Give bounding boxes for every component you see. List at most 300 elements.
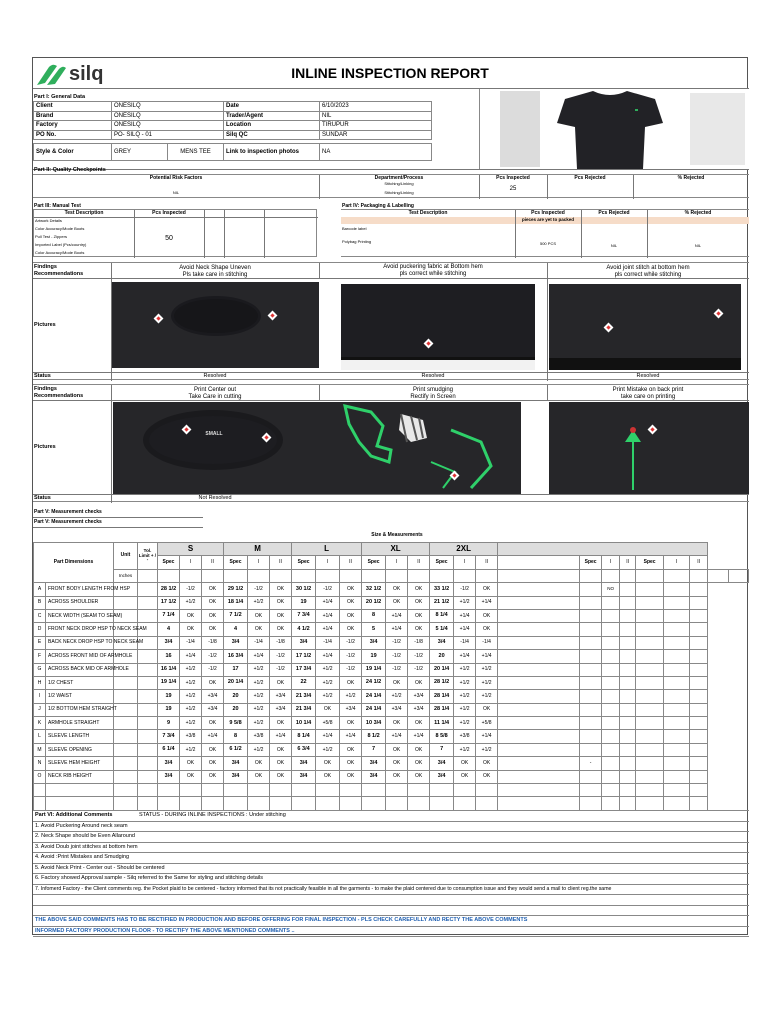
tol-cell <box>138 650 158 663</box>
table-row <box>33 884 749 895</box>
col-header: % Rejected <box>684 210 712 216</box>
extra-cell <box>636 609 664 622</box>
table-row <box>33 863 749 874</box>
check-value: OK <box>248 757 270 770</box>
measurement-row <box>34 690 749 703</box>
tol-cell <box>138 596 158 609</box>
table-row <box>33 926 749 937</box>
check-value: OK <box>408 676 430 689</box>
spec-header: Spec <box>362 556 386 569</box>
value: NIL <box>320 111 432 121</box>
check-value: OK <box>270 770 292 783</box>
check-value: OK <box>408 757 430 770</box>
unit-cell <box>114 770 138 783</box>
extra-cell <box>580 623 602 636</box>
extra-cell <box>580 609 602 622</box>
extra-cell <box>636 690 664 703</box>
tol-cell <box>138 770 158 783</box>
check-value: OK <box>270 717 292 730</box>
manual-test-table <box>33 209 317 257</box>
check-value: +1/2 <box>248 717 270 730</box>
extra-cell <box>580 743 602 756</box>
extra-cell <box>602 623 620 636</box>
dimension-name: SLEEVE HEM HEIGHT <box>46 757 114 770</box>
tol-cell <box>138 730 158 743</box>
comment-item: 6. Factory showed Approval sample - Silq referred to the Same for styling and stitching details <box>33 874 749 885</box>
spec-value: 3/4 <box>430 757 454 770</box>
dimension-name: FRONT BODY LENGTH FROM HSP <box>46 583 114 596</box>
extra-cell <box>690 770 708 783</box>
extra-cell <box>690 757 708 770</box>
check-value: OK <box>270 676 292 689</box>
measurement-row <box>34 636 749 649</box>
check-value: OK <box>202 770 224 783</box>
extra-cell <box>602 690 620 703</box>
measurement-row <box>34 717 749 730</box>
comments-status: STATUS - DURING INLINE INSPECTIONS : Under stitching <box>137 811 749 822</box>
finding-photo-back-print <box>549 402 749 494</box>
finding-photo-print-smudge <box>331 402 521 494</box>
extra-cell <box>636 583 664 596</box>
ii-header: II <box>690 556 708 569</box>
spec-value: 9 <box>158 717 180 730</box>
spec-value: 7 3/4 <box>158 730 180 743</box>
test-item: Pull Test - Zippers <box>35 234 67 239</box>
extra-cell <box>664 583 690 596</box>
check-value: OK <box>340 583 362 596</box>
spec-value: 10 1/4 <box>292 717 316 730</box>
row-key: F <box>34 650 46 663</box>
spec-value: 28 1/4 <box>430 690 454 703</box>
size-measurements-title: Size & Measurements <box>371 532 423 538</box>
comment-item: 4. Avoid :Print Mistakes and Smudging <box>33 853 749 864</box>
spec-value: 17 1/2 <box>292 650 316 663</box>
check-value: +1/2 <box>476 663 498 676</box>
check-value: OK <box>476 757 498 770</box>
ii-header: II <box>340 556 362 569</box>
extra-cell <box>602 596 620 609</box>
extra-cell <box>636 663 664 676</box>
recommendation-text: Pls take care in stitching <box>182 272 248 278</box>
tol-cell <box>138 717 158 730</box>
extra-cell <box>636 596 664 609</box>
extra-cell <box>498 770 580 783</box>
extra-cell <box>664 703 690 716</box>
spec-value: 3/4 <box>158 770 180 783</box>
unit-cell <box>114 596 138 609</box>
comment-item: 1. Avoid Puckering Around neck seam <box>33 821 749 832</box>
spec-value: 16 <box>158 650 180 663</box>
blank-row <box>34 797 749 810</box>
extra-cell <box>620 663 636 676</box>
col-header: Pcs Inspected <box>496 175 530 181</box>
spec-value: 28 1/2 <box>158 583 180 596</box>
check-value: OK <box>202 583 224 596</box>
col-header: Pcs Rejected <box>598 210 630 216</box>
check-value: -1/2 <box>270 650 292 663</box>
check-value: +1/4 <box>454 623 476 636</box>
extra-cell <box>636 743 664 756</box>
extra-cell <box>690 730 708 743</box>
table-row <box>33 842 749 853</box>
check-value: +1/2 <box>248 690 270 703</box>
spec-value: 33 1/2 <box>430 583 454 596</box>
table-row <box>34 102 432 112</box>
spec-value: 24 1/4 <box>362 703 386 716</box>
row-key: I <box>34 690 46 703</box>
spec-value: 24 1/2 <box>362 676 386 689</box>
extra-cell <box>602 703 620 716</box>
check-value: -1/2 <box>202 650 224 663</box>
arrow-print <box>549 402 749 494</box>
measurement-row <box>34 770 749 783</box>
check-value: -1/2 <box>340 663 362 676</box>
check-value: OK <box>386 757 408 770</box>
check-value: OK <box>316 703 340 716</box>
check-value: OK <box>248 770 270 783</box>
recommendation-text: Take Care in cutting <box>188 394 242 400</box>
extra-cell <box>690 609 708 622</box>
spec-value: 21 3/4 <box>292 703 316 716</box>
value: ONESILQ <box>112 111 224 121</box>
neck-label-text: SMALL <box>205 431 223 437</box>
check-value: +1/2 <box>248 743 270 756</box>
extra-cell <box>664 650 690 663</box>
measurement-row <box>34 663 749 676</box>
extra-cell <box>690 717 708 730</box>
measurement-row <box>34 730 749 743</box>
check-value: OK <box>180 623 202 636</box>
extra-cell <box>664 596 690 609</box>
i-header: I <box>664 556 690 569</box>
style-value: MENS TEE <box>168 144 224 161</box>
pictures-label: Pictures <box>34 322 56 328</box>
table-row <box>34 144 432 161</box>
table-row <box>33 895 749 906</box>
check-value: OK <box>202 743 224 756</box>
photos-link-value[interactable]: NA <box>320 144 432 161</box>
inspection-report <box>32 57 748 935</box>
check-value: +1/4 <box>180 650 202 663</box>
spec-value: 8 5/8 <box>430 730 454 743</box>
col-header: Department/Process <box>374 175 424 181</box>
unit-cell <box>114 757 138 770</box>
spec-value: 11 1/4 <box>430 717 454 730</box>
status-value: Resolved <box>203 373 227 379</box>
spec-value: 10 3/4 <box>362 717 386 730</box>
extra-cell <box>498 636 580 649</box>
extra-cell <box>690 663 708 676</box>
spec-header: Spec <box>292 556 316 569</box>
check-value: OK <box>476 703 498 716</box>
check-value: OK <box>270 757 292 770</box>
check-value: +1/4 <box>316 609 340 622</box>
extra-cell <box>602 650 620 663</box>
extra-cell <box>498 676 580 689</box>
col-header: Unit <box>114 543 138 570</box>
spec-value: 5 <box>362 623 386 636</box>
spec-value: 32 1/2 <box>362 583 386 596</box>
spec-header: Spec <box>158 556 180 569</box>
ii-header: II <box>202 556 224 569</box>
col-header: Test Description <box>408 210 448 216</box>
check-value: OK <box>386 583 408 596</box>
i-header: I <box>386 556 408 569</box>
spec-value: 5 1/4 <box>430 623 454 636</box>
check-value: +5/8 <box>476 717 498 730</box>
check-value: OK <box>202 757 224 770</box>
check-value: +1/4 <box>202 730 224 743</box>
spec-value: 3/4 <box>292 636 316 649</box>
check-value: OK <box>386 743 408 756</box>
quality-table <box>33 174 749 198</box>
row-key: L <box>34 730 46 743</box>
factory-note: INFORMED FACTORY PRODUCTION FLOOR - TO RECTIFY THE ABOVE MENTIONED COMMENTS .. <box>33 926 749 937</box>
dimension-name: SLEEVE OPENING <box>46 743 114 756</box>
unit-cell <box>114 717 138 730</box>
spec-value: 3/4 <box>362 757 386 770</box>
dimension-name: ACROSS FRONT MID OF ARMHOLE <box>46 650 114 663</box>
label: Location <box>224 121 320 131</box>
extra-cell <box>602 770 620 783</box>
spec-value: 28 1/2 <box>430 676 454 689</box>
check-value: +1/4 <box>270 730 292 743</box>
check-value: OK <box>270 596 292 609</box>
finding-text: Avoid puckering fabric at Bottom hem <box>383 264 483 270</box>
spec-value: 20 <box>224 690 248 703</box>
check-value: +1/2 <box>386 690 408 703</box>
i-header: I <box>316 556 340 569</box>
recommendation-text: take care on printing <box>620 394 676 400</box>
check-value: +1/4 <box>386 730 408 743</box>
pcs-inspected-value: 50 <box>165 235 173 242</box>
extra-cell <box>580 703 602 716</box>
extra-cell <box>664 663 690 676</box>
table-row <box>34 130 432 140</box>
check-value: +3/4 <box>386 703 408 716</box>
rectify-note: THE ABOVE SAID COMMENTS HAS TO BE RECTIFIED IN PRODUCTION AND BEFORE OFFERING FOR FINAL INSPECTION - PLS CHECK CAREFULLY AND RECTY THE ABOVE COMMENTS <box>33 916 749 927</box>
findings-label: Findings <box>34 264 57 270</box>
check-value: -1/2 <box>454 583 476 596</box>
extra-cell <box>498 650 580 663</box>
spec-value: 19 <box>292 596 316 609</box>
check-value: +1/2 <box>316 663 340 676</box>
check-value: -1/8 <box>202 636 224 649</box>
check-value: +3/4 <box>408 703 430 716</box>
check-value: OK <box>202 717 224 730</box>
check-value: OK <box>386 596 408 609</box>
check-value: -1/2 <box>316 583 340 596</box>
leaf-icon <box>35 63 67 87</box>
check-value: +1/2 <box>180 703 202 716</box>
packaging-table <box>341 209 749 257</box>
unit-cell <box>114 703 138 716</box>
extra-cell <box>690 650 708 663</box>
dept-value: Stitching/Linking <box>384 190 414 195</box>
dimension-name: NECK RIB HEIGHT <box>46 770 114 783</box>
extra-cell <box>498 596 580 609</box>
dimension-name: 1/2 BOTTOM HEM STRAIGHT <box>46 703 114 716</box>
check-value: +1/2 <box>454 703 476 716</box>
check-value: OK <box>202 676 224 689</box>
spec-value: 3/4 <box>430 770 454 783</box>
check-value: OK <box>270 623 292 636</box>
col-header: Pcs Inspected <box>531 210 565 216</box>
col-header: Tol. Limit + / - <box>138 543 158 570</box>
value: SUNDAR <box>320 130 432 140</box>
ii-header: II <box>408 556 430 569</box>
check-value: OK <box>408 583 430 596</box>
extra-cell <box>664 623 690 636</box>
check-value: +3/4 <box>202 703 224 716</box>
extra-cell <box>580 636 602 649</box>
check-value: +1/4 <box>408 730 430 743</box>
check-value: OK <box>476 609 498 622</box>
check-value: +1/2 <box>180 596 202 609</box>
extra-cell <box>580 690 602 703</box>
measurement-table <box>33 542 749 811</box>
check-value: OK <box>248 609 270 622</box>
check-value: +1/2 <box>476 690 498 703</box>
check-value: OK <box>386 717 408 730</box>
row-key: N <box>34 757 46 770</box>
print-pattern <box>331 402 521 494</box>
spec-value: 20 1/4 <box>224 676 248 689</box>
recommendations-label: Recommendations <box>34 271 84 277</box>
row-key: A <box>34 583 46 596</box>
spec-value: 3/4 <box>430 636 454 649</box>
spec-value: 19 <box>158 703 180 716</box>
extra-cell <box>498 730 580 743</box>
check-value: +1/2 <box>476 676 498 689</box>
check-value: -1/4 <box>454 636 476 649</box>
check-value: +1/2 <box>316 743 340 756</box>
risk-value: NIL <box>172 190 180 195</box>
measurement-row <box>34 609 749 622</box>
table-row <box>33 811 749 822</box>
extra-cell <box>664 757 690 770</box>
general-data-table <box>33 101 432 140</box>
check-value: +1/2 <box>180 717 202 730</box>
spec-header: Spec <box>224 556 248 569</box>
row-key: M <box>34 743 46 756</box>
measurement-row <box>34 743 749 756</box>
check-value: +3/8 <box>248 730 270 743</box>
extra-cell <box>498 663 580 676</box>
measurement-row <box>34 703 749 716</box>
spec-value: 16 3/4 <box>224 650 248 663</box>
check-value: OK <box>316 770 340 783</box>
percent-value: NIL <box>694 243 702 248</box>
extra-cell <box>664 770 690 783</box>
spec-value: 3/4 <box>158 757 180 770</box>
check-value: OK <box>270 743 292 756</box>
check-value: +1/4 <box>476 730 498 743</box>
extra-cell <box>636 623 664 636</box>
check-value: +1/4 <box>316 623 340 636</box>
spec-header: Spec <box>430 556 454 569</box>
measurement-row <box>34 623 749 636</box>
spec-value: 19 1/4 <box>362 663 386 676</box>
test-item: Color Accuracy/Mode Boots <box>35 250 85 255</box>
spec-value: 8 <box>362 609 386 622</box>
i-header: I <box>454 556 476 569</box>
spec-value: 20 1/2 <box>362 596 386 609</box>
col-header: Test Description <box>64 210 104 216</box>
label: Brand <box>34 111 112 121</box>
check-value: +1/2 <box>180 676 202 689</box>
size-header-row <box>34 543 749 556</box>
label: Silq QC <box>224 130 320 140</box>
extra-cell: - <box>580 757 602 770</box>
dimension-name: BACK NECK DROP HSP TO NECK SEAM <box>46 636 114 649</box>
check-value: +3/8 <box>454 730 476 743</box>
label: Style & Color <box>34 144 112 161</box>
tol-cell <box>138 757 158 770</box>
extra-cell <box>620 676 636 689</box>
extra-cell <box>498 703 580 716</box>
size-header: 2XL <box>430 543 498 556</box>
extra-cell <box>580 583 602 596</box>
packaging-note: pieces are yet to packed <box>521 217 575 222</box>
dimension-name: 1/2 CHEST <box>46 676 114 689</box>
extra-cell <box>620 650 636 663</box>
tol-cell <box>138 609 158 622</box>
spec-value: 17 3/4 <box>292 663 316 676</box>
test-item: Artwork Details <box>35 218 62 223</box>
check-value: +3/4 <box>202 690 224 703</box>
status-label: Status <box>34 373 51 379</box>
extra-cell <box>690 690 708 703</box>
value: ONESILQ <box>112 102 224 112</box>
spec-value: 29 1/2 <box>224 583 248 596</box>
spec-value: 17 1/2 <box>158 596 180 609</box>
test-item: Polybag Printing <box>342 239 372 244</box>
row-key: C <box>34 609 46 622</box>
measurement-row <box>34 583 749 596</box>
extra-cell <box>636 703 664 716</box>
value: TIRUPUR <box>320 121 432 131</box>
extra-cell <box>602 743 620 756</box>
check-value: +1/2 <box>180 690 202 703</box>
test-item: Color Accuracy/Mode Boots <box>35 226 85 231</box>
extra-cell <box>580 663 602 676</box>
unit-row <box>34 569 749 582</box>
measurement-row <box>34 650 749 663</box>
logo-text: silq <box>69 63 104 85</box>
check-value: -1/8 <box>270 636 292 649</box>
spec-value: 8 <box>224 730 248 743</box>
dimension-name: SLEEVE LENGTH <box>46 730 114 743</box>
check-value: +1/4 <box>454 609 476 622</box>
extra-cell <box>636 757 664 770</box>
extra-cell <box>664 676 690 689</box>
extra-cell <box>636 636 664 649</box>
check-value: +1/2 <box>454 676 476 689</box>
finding-photo-hem <box>341 284 535 370</box>
unit-cell <box>114 730 138 743</box>
unit-cell <box>114 743 138 756</box>
row-key: J <box>34 703 46 716</box>
check-value: OK <box>340 623 362 636</box>
extra-cell <box>620 757 636 770</box>
extra-cell <box>620 690 636 703</box>
label: Trader/Agent <box>224 111 320 121</box>
extra-cell <box>602 757 620 770</box>
check-value: +1/2 <box>454 690 476 703</box>
spec-header: Spec <box>636 556 664 569</box>
spec-value: 20 1/4 <box>430 663 454 676</box>
